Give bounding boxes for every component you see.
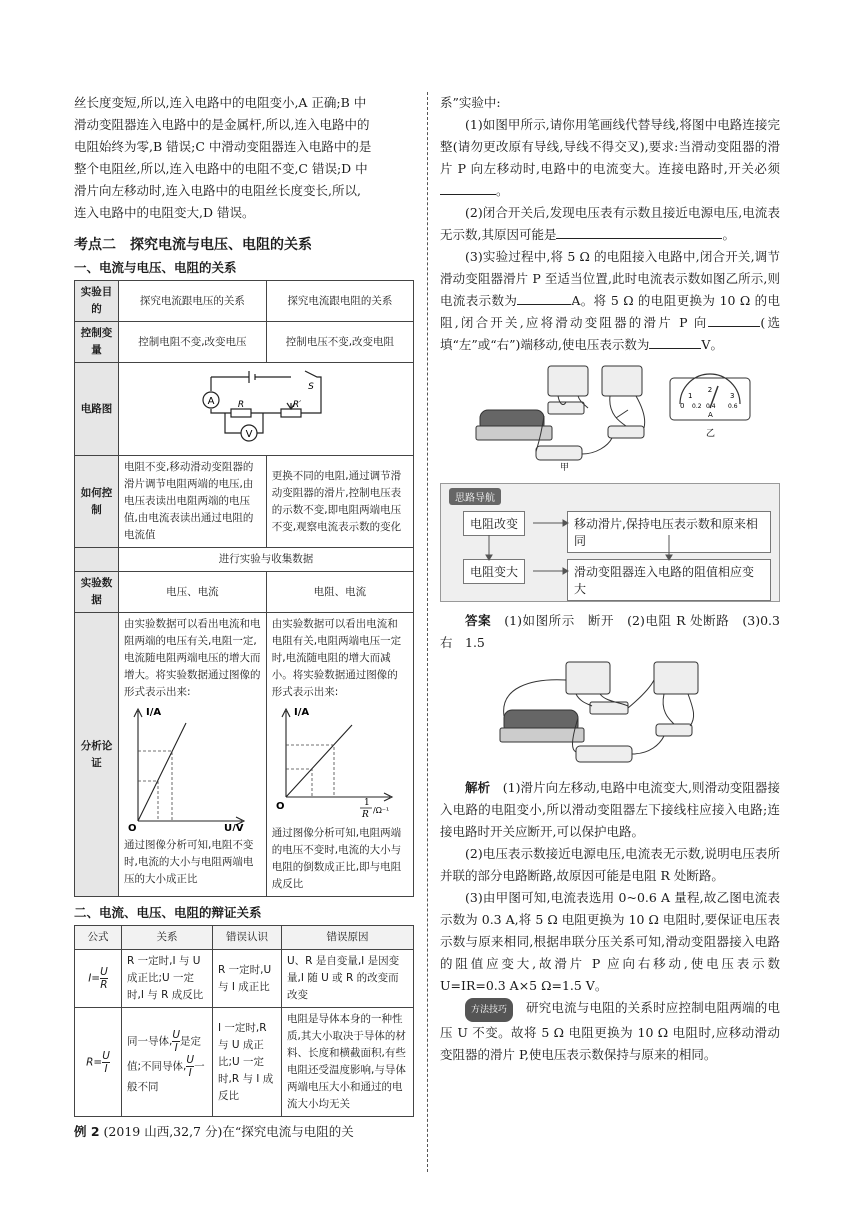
circuit-diagram-cell	[119, 363, 414, 456]
fraction-numerator: U	[102, 1049, 110, 1062]
formula-fraction	[172, 1029, 180, 1054]
example-source: (2019 山西,32,7 分)在“探究电流与电阻的关	[103, 1124, 354, 1139]
subsection-title-2: 二、电流、电压、电阻的辩证关系	[74, 905, 262, 920]
x-axis-denominator: R	[361, 810, 369, 819]
flow-arrows	[449, 509, 769, 591]
tip-text: 研究电流与电阻的关系时应控制电阻两端的电压 U 不变。故将 5 Ω 电阻更换为 10 Ω 电阻时,应移动滑动变阻器的滑片 P,使电压表示数保持与原来的相同。	[440, 1000, 780, 1062]
analysis-label: 解析	[465, 780, 491, 795]
row-label: 实验数据	[75, 572, 119, 613]
dialectic-table	[74, 925, 414, 1117]
table-row	[75, 363, 414, 456]
table-header-cell: 错误原因	[282, 926, 414, 950]
answer-blank	[708, 312, 760, 327]
answer-text: (1)如图所示 断开 (2)电阻 R 处断路 (3)0.3 右 1.5	[440, 613, 793, 650]
flow-step: 滑动变阻器连入电路的阻值相应变大	[567, 559, 771, 601]
formula-fraction	[102, 1050, 110, 1075]
question-text: (3)实验过程中,将 5 Ω 的电阻接入电路中,闭合开关,调节滑动变阻器滑片 P 至适当位置,此时电流表示数如图乙所示,则电流表示数为	[440, 249, 780, 308]
answer-label: 答案	[465, 613, 492, 628]
table-cell: 电阻不变,移动滑动变阻器的滑片调节电阻两端的电压,由电压表读出电阻两端的电压值,由电流表读出通过电阻的电流值	[119, 456, 267, 548]
table-row	[75, 1008, 414, 1117]
voltmeter-label: V	[245, 429, 253, 440]
table-row	[75, 456, 414, 548]
table-cell	[122, 1008, 213, 1117]
relation-text: 一般不同	[127, 1060, 205, 1093]
relation-table	[74, 280, 414, 897]
table-cell	[119, 613, 267, 897]
answer-line	[440, 610, 793, 654]
question-continuation: 系”实验中:	[440, 95, 501, 110]
formula-fraction	[100, 966, 108, 991]
analysis-para: (2)电压表示数接近电源电压,电流表无示数,说明电压表所并联的部分电路断路,故原因可能是电阻 R 处断路。	[440, 846, 780, 883]
i-inverse-r-graph	[272, 701, 402, 819]
x-axis-unit: /Ω⁻¹	[372, 806, 390, 815]
table-header-cell: 关系	[122, 926, 213, 950]
table-row	[75, 322, 414, 363]
table-cell: 电阻、电流	[266, 572, 413, 613]
table-header-cell: 公式	[75, 926, 122, 950]
fraction-numerator: U	[100, 966, 108, 978]
relation-text: 是定值;不同导体,	[127, 1035, 202, 1072]
formula-fraction	[186, 1054, 194, 1079]
experiment-figure	[440, 362, 780, 474]
table-row	[75, 281, 414, 322]
question-text: (选填“左”或“右”)端移动,使电压表示数为	[440, 315, 780, 352]
table-cell: 电压、电流	[119, 572, 267, 613]
table-row	[75, 950, 414, 1008]
analysis-conclusion: 通过图像分析可知,电阻两端的电压不变时,电流的大小与电阻的倒数成正比,即与电阻成反比	[271, 827, 402, 890]
rheostat-label: R′	[292, 400, 302, 410]
resistor-label: R	[237, 400, 245, 410]
question-text: A。将 5 Ω 的电阻更换为 10 Ω 的电阻,闭合开关,应将滑动变阻器的滑片 P 向	[440, 293, 780, 330]
flow-step: 电阻改变	[463, 511, 525, 536]
table-cell: R 一定时,I 与 U 成正比;U 一定时,I 与 R 成反比	[122, 950, 213, 1008]
intro-line: 整个电阻丝,所以,连入电路中的电阻不变,C 错误;D 中	[74, 161, 368, 176]
intro-line: 电阻始终为零,B 错误;C 中滑动变阻器连入电路中的是	[74, 139, 372, 154]
row-label: 电路图	[75, 363, 119, 456]
intro-line: 丝长度变短,所以,连入电路中的电阻变小,A 正确;B 中	[74, 95, 367, 110]
relation-text: 同一导体,	[127, 1035, 173, 1047]
example-line	[74, 1121, 414, 1143]
analysis-text: 由实验数据可以看出电流和电阻有关,电阻两端电压一定时,电流随电阻的增大而减小。将实验数据通过图像的形式表示出来:	[271, 618, 402, 698]
question-text: (2)闭合开关后,发现电压表有示数且接近电源电压,电流表无示数,其原因可能是	[440, 205, 780, 242]
question-text: (1)如图甲所示,请你用笔画线代替导线,将图中电路连接完整(请勿更改原有导线,导线不得交叉),要求:当滑动变阻器的滑片 P 向左移动时,电路中的电流变大。连接电路时,开关必须	[440, 117, 780, 176]
figure-apparatus	[440, 362, 780, 477]
answer-blank	[517, 290, 571, 305]
table-cell: 控制电压不变,改变电阻	[266, 322, 413, 363]
row-label: 分析论证	[75, 613, 119, 897]
intro-line: 滑动变阻器连入电路中的是金属杆,所以,连入电路中的	[74, 117, 370, 132]
table-cell: 控制电阻不变,改变电压	[119, 322, 267, 363]
table-cell: U、R 是自变量,I 是因变量,I 随 U 或 R 的改变而改变	[282, 950, 414, 1008]
answer-blank	[649, 334, 701, 349]
table-row	[75, 572, 414, 613]
meter-tick: 0.6	[728, 403, 738, 410]
left-column	[74, 92, 414, 1143]
ammeter-label: A	[207, 396, 215, 407]
x-axis-numerator: 1	[363, 798, 370, 808]
intro-line: 连入电路中的电阻变大,D 错误。	[74, 205, 255, 220]
table-cell: 更换不同的电阻,通过调节滑动变阻器的滑片,控制电压表的示数不变,即电阻两端电压不变,观察电流表示数的变化	[266, 456, 413, 548]
row-label: 控制变量	[75, 322, 119, 363]
origin-label: O	[275, 801, 285, 812]
fraction-numerator: U	[186, 1053, 195, 1066]
subsection-title-1: 一、电流与电压、电阻的关系	[74, 260, 237, 275]
analysis-text: 由实验数据可以看出电流和电阻两端的电压有关,电阻一定,电流随电阻两端电压的增大而增大。将实验数据通过图像的形式表示出来:	[124, 618, 261, 698]
answer-figure	[480, 658, 740, 770]
row-label: 如何控制	[75, 456, 119, 548]
x-axis-label: U/V	[224, 823, 244, 831]
section-title: 考点二 探究电流与电压、电阻的关系	[74, 237, 312, 253]
formula-cell	[75, 1008, 122, 1117]
question-1	[440, 114, 780, 202]
meter-tick: 2	[707, 386, 713, 394]
switch-label: S	[308, 382, 314, 392]
answer-blank	[440, 180, 496, 195]
answer-blank	[556, 224, 706, 239]
analysis-text: (1)滑片向左移动,电路中电流变大,则滑动变阻器接入电路的电阻变小,所以滑动变阻器左下接线柱应接入电路;连接电路时开关应断开,可以保护电路。	[440, 780, 780, 839]
y-axis-label: I/A	[146, 707, 162, 718]
i-u-graph	[124, 701, 254, 831]
table-cell	[266, 613, 413, 897]
y-axis-label: I/A	[293, 707, 309, 718]
meter-tick: 0.2	[692, 403, 702, 410]
thinking-guide	[440, 483, 780, 602]
question-text: 。	[496, 183, 509, 198]
example-label: 例 2	[74, 1124, 100, 1139]
table-header-cell: 错误认识	[213, 926, 282, 950]
question-text: 。	[722, 227, 735, 242]
fraction-numerator: U	[172, 1028, 181, 1041]
meter-unit: A	[708, 411, 713, 419]
meter-tick: 1	[688, 392, 693, 400]
question-3	[440, 246, 780, 356]
guide-flow	[449, 509, 771, 596]
table-header-cell: 实验目的	[75, 281, 119, 322]
figure-label-jia: 甲	[560, 463, 570, 473]
right-column	[440, 92, 793, 1066]
question-text: V。	[701, 337, 723, 352]
answer-blank	[706, 224, 722, 239]
table-row	[75, 613, 414, 897]
circuit-diagram	[121, 365, 411, 447]
analysis-para: (3)由甲图可知,电流表选用 0~0.6 A 量程,故乙图电流表示数为 0.3 A,将 5 Ω 电阻更换为 10 Ω 电阻时,要保证电压表示数与原来相同,根据串联分压关系可知,滑动变阻器接入电路的阻值应变大,故滑片 P 应向右移动,使电压表示数 U=IR=0.3 A×5 Ω=1.5 V。	[440, 890, 780, 993]
formula-cell	[75, 950, 122, 1008]
table-header-cell: 探究电流跟电阻的关系	[266, 281, 413, 322]
table-header-cell: 探究电流跟电压的关系	[119, 281, 267, 322]
table-row	[75, 548, 414, 572]
analysis-para	[440, 777, 780, 843]
formula-text: R=	[86, 1056, 103, 1068]
origin-label: O	[128, 823, 137, 831]
flow-step: 移动滑片,保持电压表示数和原来相同	[567, 511, 771, 553]
figure-label-yi: 乙	[706, 429, 716, 439]
table-cell: I 一定时,R 与 U 成正比;U 一定时,R 与 I 成反比	[213, 1008, 282, 1117]
flow-step: 电阻变大	[463, 559, 525, 584]
meter-tick: 0.4	[706, 403, 716, 410]
table-cell: 进行实验与收集数据	[119, 548, 414, 572]
meter-tick: 0	[680, 402, 685, 410]
analysis-conclusion: 通过图像分析可知,电阻不变时,电流的大小与电阻两端电压的大小成正比	[124, 839, 254, 885]
tip-badge: 方法技巧	[465, 998, 513, 1022]
fraction-denominator: R	[100, 979, 108, 991]
fraction-denominator: I	[174, 1041, 178, 1054]
guide-tag: 思路导航	[449, 488, 501, 505]
intro-line: 滑片向左移动时,连入电路中的电阻丝长度变长,所以,	[74, 183, 361, 198]
table-cell: 电阻是导体本身的一种性质,其大小取决于导体的材料、长度和横截面积,有些电阻还受温度影响,与导体两端电压大小和通过的电流大小均无关	[282, 1008, 414, 1117]
column-divider	[427, 92, 428, 1172]
figure-answer	[440, 658, 780, 773]
table-row	[75, 926, 414, 950]
fraction-denominator: I	[104, 1062, 108, 1075]
method-tip	[440, 997, 780, 1066]
fraction-denominator: I	[188, 1066, 192, 1079]
meter-tick: 3	[730, 392, 735, 400]
table-cell: R 一定时,U 与 I 成正比	[213, 950, 282, 1008]
formula-text: I=	[88, 972, 101, 985]
question-2	[440, 202, 780, 246]
